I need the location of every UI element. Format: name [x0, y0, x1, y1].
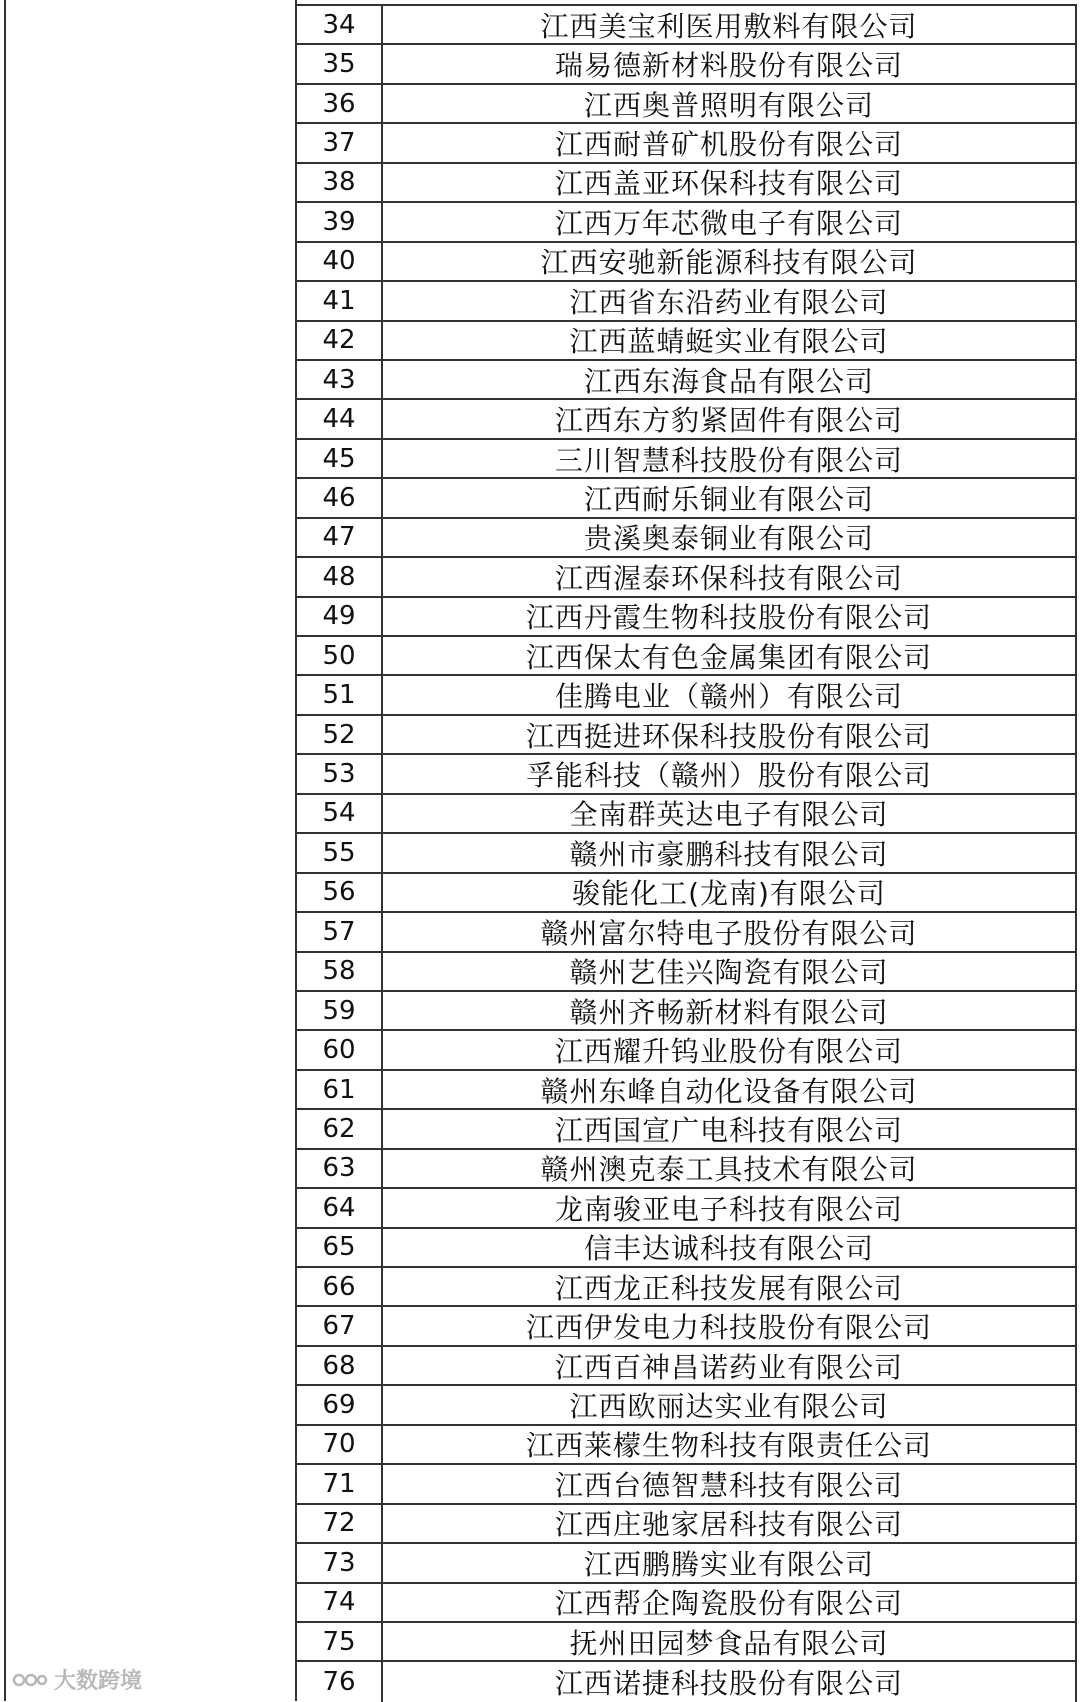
company-name: 江西耐普矿机股份有限公司 [554, 128, 903, 162]
company-name: 江西美宝利医用敷料有限公司 [540, 9, 918, 43]
company-name: 江西耐乐铜业有限公司 [583, 482, 874, 516]
company-name: 江西伊发电力科技股份有限公司 [525, 1311, 932, 1345]
table-row [297, 558, 1075, 597]
company-name: 赣州东峰自动化设备有限公司 [540, 1074, 918, 1108]
company-name: 江西台德智慧科技有限公司 [554, 1468, 903, 1502]
row-number: 55 [297, 834, 383, 871]
table-row [297, 479, 1075, 518]
row-number: 63 [297, 1150, 383, 1187]
company-name: 赣州澳克泰工具技术有限公司 [540, 1153, 918, 1187]
company-name: 江西鹏腾实业有限公司 [583, 1547, 874, 1581]
table-row [297, 953, 1075, 992]
row-number: 51 [297, 676, 383, 713]
row-number: 47 [297, 519, 383, 556]
table-row [297, 1662, 1075, 1701]
company-name: 孚能科技（赣州）股份有限公司 [525, 759, 932, 793]
row-number: 44 [297, 400, 383, 437]
row-number: 72 [297, 1505, 383, 1542]
company-name: 江西耀升钨业股份有限公司 [554, 1035, 903, 1069]
company-name: 江西欧丽达实业有限公司 [569, 1390, 889, 1424]
table-row [297, 243, 1075, 282]
table-row [297, 1347, 1075, 1386]
company-list-table [297, 4, 1077, 1702]
table-row [297, 1189, 1075, 1228]
table-row [297, 1307, 1075, 1346]
table-row [297, 45, 1075, 84]
row-number: 38 [297, 164, 383, 201]
table-row [297, 282, 1075, 321]
row-number: 48 [297, 558, 383, 595]
row-number: 40 [297, 243, 383, 280]
table-row [297, 1505, 1075, 1544]
watermark [12, 1664, 142, 1695]
row-number: 59 [297, 992, 383, 1029]
row-number: 60 [297, 1031, 383, 1068]
row-number: 58 [297, 953, 383, 990]
watermark-logo-icon [12, 1668, 48, 1692]
table-row [297, 1386, 1075, 1425]
row-number: 57 [297, 913, 383, 950]
row-number: 35 [297, 45, 383, 82]
table-row [297, 1623, 1075, 1662]
row-number: 75 [297, 1623, 383, 1660]
company-name: 江西诺捷科技股份有限公司 [554, 1667, 903, 1701]
row-number: 45 [297, 440, 383, 477]
table-row [297, 203, 1075, 242]
company-name: 信丰达诚科技有限公司 [583, 1232, 874, 1266]
company-name: 江西省东沿药业有限公司 [569, 285, 889, 319]
company-name: 江西庄驰家居科技有限公司 [554, 1508, 903, 1542]
row-number: 39 [297, 203, 383, 240]
table-row [297, 1584, 1075, 1623]
row-number: 64 [297, 1189, 383, 1226]
table-row [297, 400, 1075, 439]
row-number: 70 [297, 1426, 383, 1463]
company-name: 佳腾电业（赣州）有限公司 [554, 680, 903, 714]
table-row [297, 1110, 1075, 1149]
row-number: 36 [297, 85, 383, 122]
table-row [297, 874, 1075, 913]
row-number: 52 [297, 716, 383, 753]
company-name: 龙南骏亚电子科技有限公司 [554, 1192, 903, 1226]
company-name: 江西东海食品有限公司 [583, 364, 874, 398]
company-name: 赣州市豪鹏科技有限公司 [569, 837, 889, 871]
company-name: 江西万年芯微电子有限公司 [554, 206, 903, 240]
row-number: 66 [297, 1268, 383, 1305]
company-name: 贵溪奥泰铜业有限公司 [583, 522, 874, 556]
table-row [297, 322, 1075, 361]
company-name: 江西盖亚环保科技有限公司 [554, 167, 903, 201]
company-name: 江西国宣广电科技有限公司 [554, 1113, 903, 1147]
table-row [297, 361, 1075, 400]
table-row [297, 164, 1075, 203]
table-row [297, 1465, 1075, 1504]
company-name: 瑞易德新材料股份有限公司 [554, 49, 903, 83]
table-row [297, 85, 1075, 124]
row-number: 50 [297, 637, 383, 674]
row-number: 74 [297, 1584, 383, 1621]
row-number: 56 [297, 874, 383, 911]
row-number: 49 [297, 598, 383, 635]
table-row [297, 913, 1075, 952]
company-name: 江西蓝蜻蜓实业有限公司 [569, 325, 889, 359]
company-name: 江西龙正科技发展有限公司 [554, 1271, 903, 1305]
row-number: 41 [297, 282, 383, 319]
company-name: 江西渥泰环保科技有限公司 [554, 561, 903, 595]
company-name: 赣州富尔特电子股份有限公司 [540, 916, 918, 950]
table-row [297, 440, 1075, 479]
company-name: 全南群英达电子有限公司 [569, 798, 889, 832]
table-row [297, 637, 1075, 676]
table-row [297, 1150, 1075, 1189]
table-row [297, 1071, 1075, 1110]
row-number: 68 [297, 1347, 383, 1384]
company-name: 江西挺进环保科技股份有限公司 [525, 719, 932, 753]
row-number: 53 [297, 755, 383, 792]
row-number: 73 [297, 1544, 383, 1581]
row-number: 46 [297, 479, 383, 516]
row-number: 54 [297, 795, 383, 832]
table-row [297, 598, 1075, 637]
table-row [297, 1544, 1075, 1583]
row-number: 62 [297, 1110, 383, 1147]
row-number: 42 [297, 322, 383, 359]
table-row [297, 1031, 1075, 1070]
row-number: 43 [297, 361, 383, 398]
company-name: 三川智慧科技股份有限公司 [554, 443, 903, 477]
table-row [297, 755, 1075, 794]
company-name: 江西百神昌诺药业有限公司 [554, 1350, 903, 1384]
company-name: 江西丹霞生物科技股份有限公司 [525, 601, 932, 635]
table-row [297, 124, 1075, 163]
company-name: 江西奥普照明有限公司 [583, 88, 874, 122]
watermark-text: 大数跨境 [54, 1669, 143, 1694]
table-row [297, 1268, 1075, 1307]
table-row [297, 716, 1075, 755]
row-number: 71 [297, 1465, 383, 1502]
row-number: 65 [297, 1229, 383, 1266]
table-row [297, 834, 1075, 873]
row-number: 61 [297, 1071, 383, 1108]
table-row [297, 676, 1075, 715]
row-number: 67 [297, 1307, 383, 1344]
company-name: 骏能化工(龙南)有限公司 [572, 877, 886, 911]
company-name: 抚州田园梦食品有限公司 [569, 1626, 889, 1660]
table-row [297, 1229, 1075, 1268]
row-number: 76 [297, 1662, 383, 1701]
empty-left-column [6, 0, 297, 1701]
table-row [297, 1426, 1075, 1465]
company-name: 江西帮企陶瓷股份有限公司 [554, 1587, 903, 1621]
row-number: 34 [297, 6, 383, 43]
company-name: 江西莱檬生物科技有限责任公司 [525, 1429, 932, 1463]
row-number: 69 [297, 1386, 383, 1423]
table-row [297, 6, 1075, 45]
company-name: 江西安驰新能源科技有限公司 [540, 246, 918, 280]
company-name: 江西东方豹紧固件有限公司 [554, 404, 903, 438]
row-number: 37 [297, 124, 383, 161]
table-row [297, 519, 1075, 558]
company-name: 赣州艺佳兴陶瓷有限公司 [569, 956, 889, 990]
table-row [297, 992, 1075, 1031]
table-row [297, 795, 1075, 834]
company-name: 赣州齐畅新材料有限公司 [569, 995, 889, 1029]
company-name: 江西保太有色金属集团有限公司 [525, 640, 932, 674]
